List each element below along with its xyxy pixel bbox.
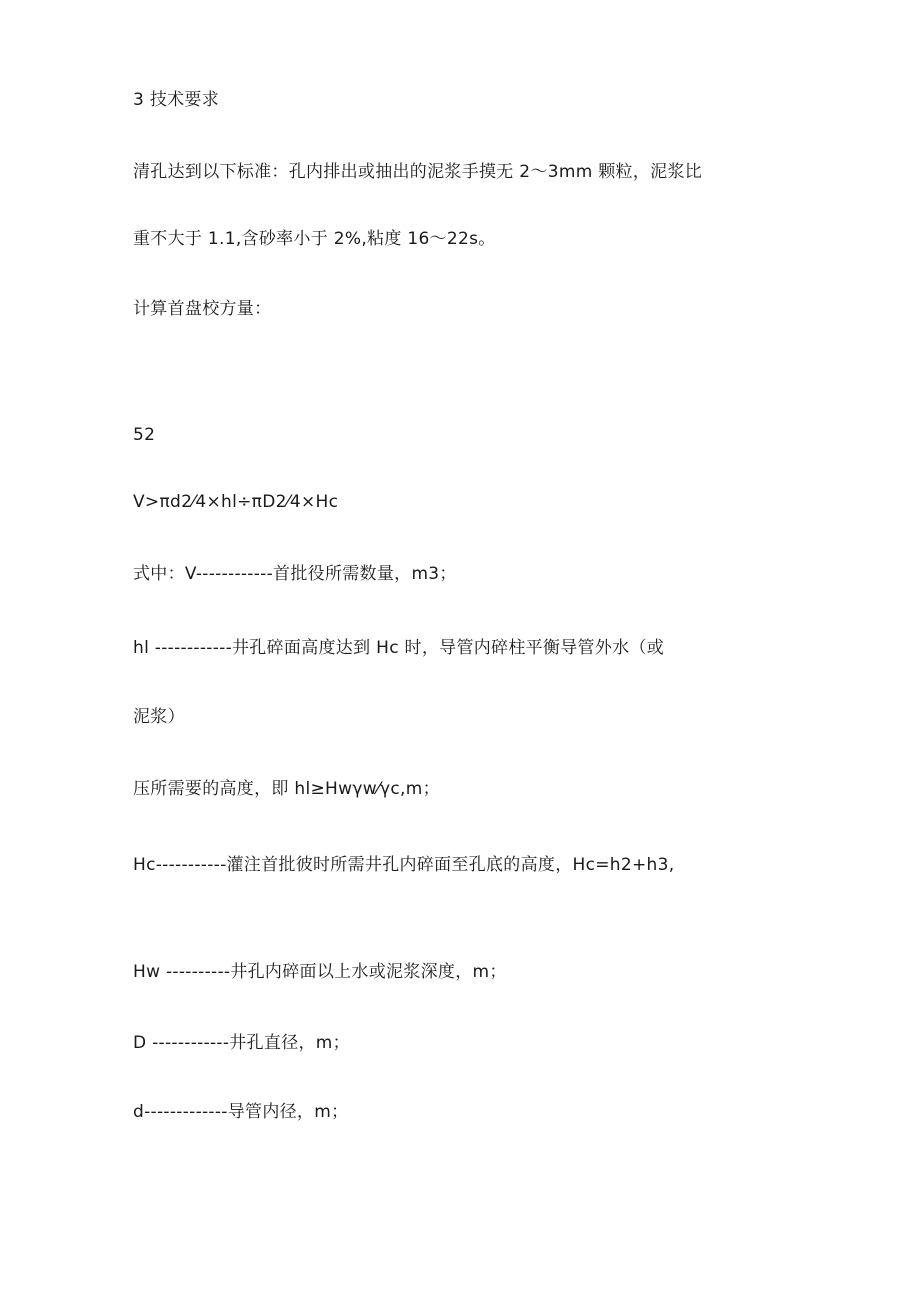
paragraph-line: 清孔达到以下标准：孔内排出或抽出的泥浆手摸无 2～3mm 颗粒，泥浆比 [133, 162, 703, 182]
formula-number: 52 [133, 425, 156, 445]
definition-line: d-------------导管内径，m； [133, 1102, 349, 1122]
section-heading: 3 技术要求 [133, 90, 220, 110]
definition-line: Hw ----------井孔内碎面以上水或泥浆深度，m； [133, 962, 507, 982]
definition-line: 压所需要的高度，即 hl≥Hwγw⁄γc,m； [133, 779, 440, 799]
paragraph-line: 计算首盘校方量： [133, 299, 272, 319]
definition-line: hl ------------井孔碎面高度达到 Hc 时，导管内碎柱平衡导管外水（或 [133, 638, 665, 658]
formula: V>πd2⁄4×hl÷πD2⁄4×Hc [133, 492, 339, 512]
definition-line: 式中：V------------首批役所需数量，m3； [133, 564, 457, 584]
definition-line: 泥浆） [133, 707, 185, 727]
definition-line: D ------------井孔直径，m； [133, 1033, 350, 1053]
definition-line: Hc-----------灌注首批彼时所需井孔内碎面至孔底的高度，Hc=h2+h3, [133, 855, 675, 875]
paragraph-line: 重不大于 1.1,含砂率小于 2%,粘度 16～22s。 [133, 229, 496, 249]
